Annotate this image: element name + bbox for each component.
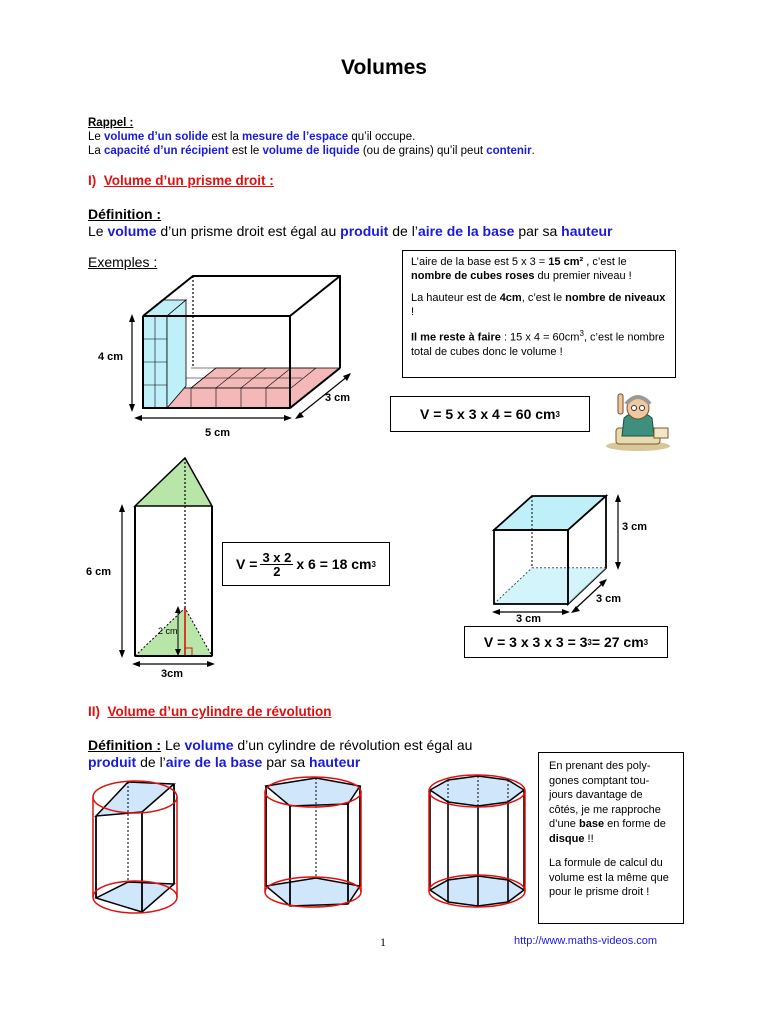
text: de l’: [136, 754, 166, 770]
fraction: [260, 551, 293, 578]
text: En prenant des poly-: [549, 760, 651, 772]
section-number: I): [88, 173, 97, 188]
info-paragraph-2: [411, 291, 667, 319]
bold-text: 4cm: [499, 292, 522, 304]
info-paragraph-3: [411, 327, 667, 359]
rappel-block: [88, 116, 688, 158]
page-title: Volumes: [341, 56, 427, 79]
formula-box-1: [390, 396, 590, 432]
text: L’aire de la base est 5 x 3 =: [411, 256, 549, 268]
cylinders-diagram: [76, 772, 536, 922]
bold-text: Il me reste à faire: [411, 331, 501, 344]
text: !!: [584, 832, 594, 845]
formula-text: V = 3 x 3 x 3 = 3: [483, 634, 588, 650]
definition-text: [88, 223, 708, 240]
exponent: 3: [371, 559, 376, 569]
section-2-heading: [88, 704, 332, 719]
keyword: volume: [184, 737, 234, 753]
rappel-heading: Rappel :: [88, 117, 134, 129]
definition-heading: Définition :: [88, 737, 162, 753]
text: La: [88, 145, 104, 157]
prism-height-label: 6 cm: [86, 566, 112, 578]
side-paragraph-1: [549, 759, 673, 846]
cylinder-side-box: [538, 752, 684, 924]
keyword: hauteur: [309, 754, 361, 770]
bold-text: 15 cm²: [548, 256, 584, 268]
text: (ou de grains) qu’il peut: [359, 145, 487, 157]
text: en forme de: [604, 818, 666, 830]
box-prism-diagram: [88, 268, 378, 448]
rappel-line1: [88, 130, 688, 144]
keyword: aire de la base: [165, 754, 263, 770]
keyword: contenir: [486, 145, 532, 157]
text: , c’est le: [583, 256, 627, 268]
prism-base-label: 3cm: [161, 668, 184, 680]
prism-triangle-height-label: 2 cm: [158, 626, 178, 636]
definition-2: [88, 737, 528, 771]
box-depth-label: 3 cm: [325, 392, 351, 404]
cube-width-label: 3 cm: [516, 613, 542, 625]
info-box: [402, 250, 676, 378]
rappel-line2: [88, 144, 688, 158]
definition-heading: Définition :: [88, 206, 162, 222]
text: qu’il occupe.: [348, 131, 416, 143]
formula-text: x 6 = 18 cm: [296, 556, 372, 572]
keyword: produit: [88, 754, 137, 770]
bold-text: base: [578, 818, 605, 830]
text: d’un prisme droit est égal au: [156, 223, 341, 239]
exponent: 3: [643, 637, 649, 647]
footer-url-link[interactable]: http://www.maths-videos.com: [514, 935, 658, 947]
text: Le: [88, 223, 108, 239]
text: , c’est le nombre total de cubes donc le volume !: [411, 331, 665, 358]
text: !: [411, 306, 415, 318]
page-number: 1: [380, 935, 386, 949]
section-title: Volume d’un prisme droit :: [103, 173, 274, 188]
definition-line-2: [88, 754, 528, 771]
definition-1: [88, 206, 708, 240]
exponent: 3: [587, 637, 592, 647]
exponent: 3: [555, 409, 560, 419]
denominator: 2: [273, 563, 281, 579]
text: d’un cylindre de révolution est égal au: [233, 737, 473, 753]
text: par sa: [514, 223, 562, 239]
section-title: Volume d’un cylindre de révolution: [107, 704, 332, 719]
info-paragraph-1: [411, 255, 667, 283]
cube-height-label: 3 cm: [622, 521, 648, 533]
cube-depth-label: 3 cm: [596, 593, 622, 605]
text: du premier niveau !: [534, 270, 632, 282]
keyword: mesure de l’espace: [242, 131, 349, 143]
keyword: volume de liquide: [262, 145, 360, 157]
keyword: capacité d’un récipient: [104, 145, 229, 157]
text: La hauteur est de: [411, 292, 500, 304]
text: gones comptant tou-: [549, 774, 650, 787]
examples-label: Exemples :: [88, 254, 158, 270]
exponent: 3: [579, 329, 584, 338]
text: jours davantage de: [549, 789, 643, 801]
cylinder-octagon-base: [429, 775, 525, 907]
section-number: II): [88, 704, 100, 719]
professor-illustration: [598, 388, 678, 452]
formula-text: V =: [236, 556, 258, 572]
keyword: volume d’un solide: [104, 131, 209, 143]
text: est le: [228, 145, 263, 157]
text: d’une: [549, 818, 579, 830]
text: de l’: [388, 223, 418, 239]
keyword: aire de la base: [417, 223, 515, 239]
bold-text: nombre de cubes roses: [411, 270, 535, 282]
text: , c’est le: [521, 292, 566, 304]
formula-box-2: [222, 542, 390, 586]
numerator: 3 x 2: [262, 549, 292, 565]
cube-diagram: [480, 486, 630, 626]
text: côtés, je me rapproche: [549, 803, 661, 816]
side-paragraph-2: La formule de calcul du volume est la même que pour le prisme droit !: [549, 857, 669, 898]
text: Le: [161, 737, 185, 753]
keyword: volume: [107, 223, 157, 239]
bold-text: disque: [549, 832, 585, 845]
formula-text: V = 5 x 3 x 4 = 60 cm: [420, 406, 556, 422]
keyword: hauteur: [561, 223, 613, 239]
bold-text: nombre de niveaux: [565, 292, 666, 304]
keyword: produit: [340, 223, 389, 239]
box-width-label: 5 cm: [205, 427, 231, 439]
text: est la: [208, 131, 243, 143]
text: .: [531, 145, 535, 157]
text: : 15 x 4 = 60cm: [500, 331, 580, 344]
definition-line-1: [88, 737, 528, 754]
cylinder-square-base: [93, 781, 177, 913]
section-1-heading: [88, 173, 274, 188]
box-height-label: 4 cm: [98, 351, 124, 363]
text: Le: [88, 131, 104, 143]
formula-box-3: [464, 626, 668, 658]
formula-text: = 27 cm: [591, 634, 644, 650]
cylinder-pentagon-base: [265, 777, 361, 907]
text: par sa: [262, 754, 310, 770]
